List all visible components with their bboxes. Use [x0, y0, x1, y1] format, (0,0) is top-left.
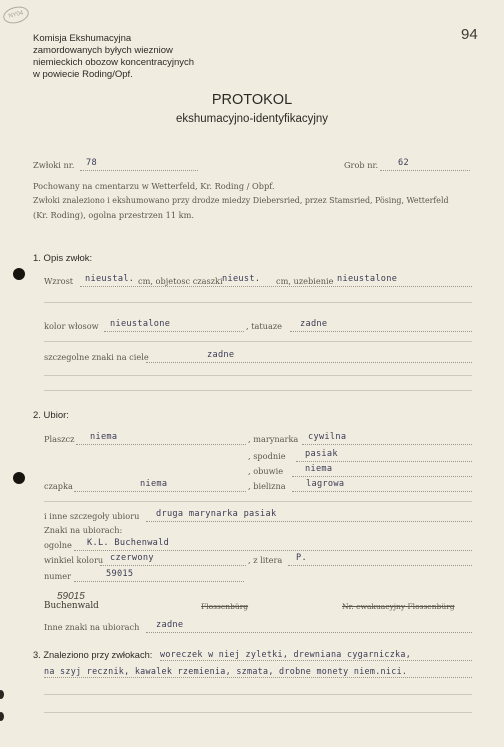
body-marks-label: szczegolne znaki na ciele [44, 352, 149, 362]
grave-number-value: 62 [398, 158, 409, 168]
punch-hole-mark [13, 472, 25, 484]
height-value: nieustal. [85, 274, 135, 284]
dotted-line [146, 362, 472, 363]
handwritten-camp: Buchenwald [44, 601, 99, 611]
archive-stamp: NY04 [1, 4, 30, 26]
commission-line: Komisja Ekshumacyjna [33, 33, 132, 44]
section-body-description: 1. Opis zwłok: [33, 253, 93, 264]
coat-value: niema [90, 432, 118, 442]
coat-label: Plaszcz [44, 434, 75, 444]
general-mark-label: ogolne [44, 540, 72, 550]
punch-hole-mark [13, 268, 25, 280]
section-clothing: 2. Ubior: [33, 410, 69, 421]
commission-line: zamordowanych byłych wiezniow [33, 45, 173, 56]
other-clothing-label: i inne szczegoły ubioru [44, 511, 140, 521]
hair-color-label: kolor włosow [44, 321, 99, 331]
blank-line [44, 712, 472, 713]
corpse-number-value: 78 [86, 158, 97, 168]
dotted-line [100, 565, 246, 566]
number-label: numer [44, 571, 72, 581]
underwear-value: lagrowa [306, 479, 345, 489]
dotted-line [292, 476, 472, 477]
dotted-line [288, 565, 472, 566]
found-location-line-1: Zwłoki znaleziono i ekshumowano przy drodze miedzy Diebersried, przez Stamsried, Pösing, Wetterfeld [33, 196, 449, 205]
dotted-line [74, 491, 246, 492]
letter-label: , z litera [248, 555, 283, 565]
found-location-line-2: (Kr. Roding), ogolna przestrzen 11 km. [33, 210, 194, 220]
body-marks-value: zadne [207, 350, 235, 360]
dotted-line [80, 286, 472, 287]
general-mark-value: K.L. Buchenwald [87, 538, 170, 548]
struck-flossenburg: Flossenbürg [201, 602, 249, 611]
teeth-label: cm, uzebienie [276, 276, 334, 286]
shoes-label: , obuwie [248, 466, 284, 476]
dotted-line [44, 677, 472, 678]
angle-color-label: winkiel koloru [44, 555, 104, 565]
underwear-label: , bielizna [248, 481, 286, 491]
dotted-line [146, 521, 472, 522]
dotted-line [292, 491, 472, 492]
other-marks-value: zadne [156, 620, 184, 630]
dotted-line [80, 170, 198, 171]
handwritten-number: 59015 [57, 591, 85, 602]
dotted-line [290, 331, 472, 332]
blank-line [44, 375, 472, 376]
grave-number-label: Grob nr. [344, 160, 379, 170]
dotted-line [104, 331, 244, 332]
dotted-line [302, 444, 472, 445]
commission-line: w powiecie Roding/Opf. [33, 69, 133, 80]
tattoo-label: , tatuaze [246, 321, 282, 331]
document-title: PROTOKOL [211, 92, 293, 108]
other-clothing-value: druga marynarka pasiak [156, 509, 277, 519]
skull-volume-value: nieust. [222, 274, 261, 284]
cap-value: niema [140, 479, 168, 489]
blank-line [44, 501, 472, 502]
letter-value: P. [296, 553, 307, 563]
section-items-found: 3. Znaleziono przy zwłokach: [33, 650, 153, 660]
other-marks-label: Inne znaki na ubiorach [44, 622, 140, 632]
edge-binding-hole [0, 690, 4, 699]
dotted-line [76, 444, 246, 445]
skull-volume-label: cm, objetosc czaszki [138, 276, 223, 286]
angle-color-value: czerwony [110, 553, 154, 563]
blank-line [44, 390, 472, 391]
corpse-number-label: Zwłoki nr. [33, 160, 75, 170]
page-number: 94 [461, 26, 478, 43]
dotted-line [380, 170, 470, 171]
dotted-line [74, 550, 472, 551]
blank-line [44, 341, 472, 342]
jacket-label: , marynarka [248, 434, 299, 444]
blank-line [44, 694, 472, 695]
cap-label: czapka [44, 481, 73, 491]
dotted-line [146, 632, 472, 633]
height-label: Wzrost [44, 276, 74, 286]
dotted-line [74, 581, 244, 582]
number-value: 59015 [106, 569, 134, 579]
jacket-value: cywilna [308, 432, 347, 442]
items-found-line-2: na szyj recznik, kawalek rzemienia, szmata, drobne monety niem.nici. [44, 666, 408, 676]
commission-header [33, 33, 194, 81]
trousers-value: pasiak [305, 449, 338, 459]
commission-line: niemieckich obozow koncentracyjnych [33, 57, 195, 68]
tattoo-value: zadne [300, 319, 328, 329]
hair-color-value: nieustalone [110, 319, 171, 329]
items-found-line-1: woreczek w niej zyletki, drewniana cygarniczka, [160, 649, 412, 659]
dotted-line [296, 461, 472, 462]
trousers-label: , spodnie [248, 451, 286, 461]
document-subtitle: ekshumacyjno-identyfikacyjny [175, 113, 329, 125]
shoes-value: niema [305, 464, 333, 474]
clothing-marks-heading: Znaki na ubiorach: [44, 525, 123, 535]
blank-line [44, 302, 472, 303]
burial-place-text: Pochowany na cmentarzu w Wetterfeld, Kr. Roding / Obpf. [33, 181, 275, 191]
edge-binding-hole [0, 712, 4, 721]
teeth-value: nieustalone [337, 274, 398, 284]
struck-evacuation-number: Nr. ewakuacyjny Flossenbürg [342, 602, 455, 611]
dotted-line [160, 660, 472, 661]
